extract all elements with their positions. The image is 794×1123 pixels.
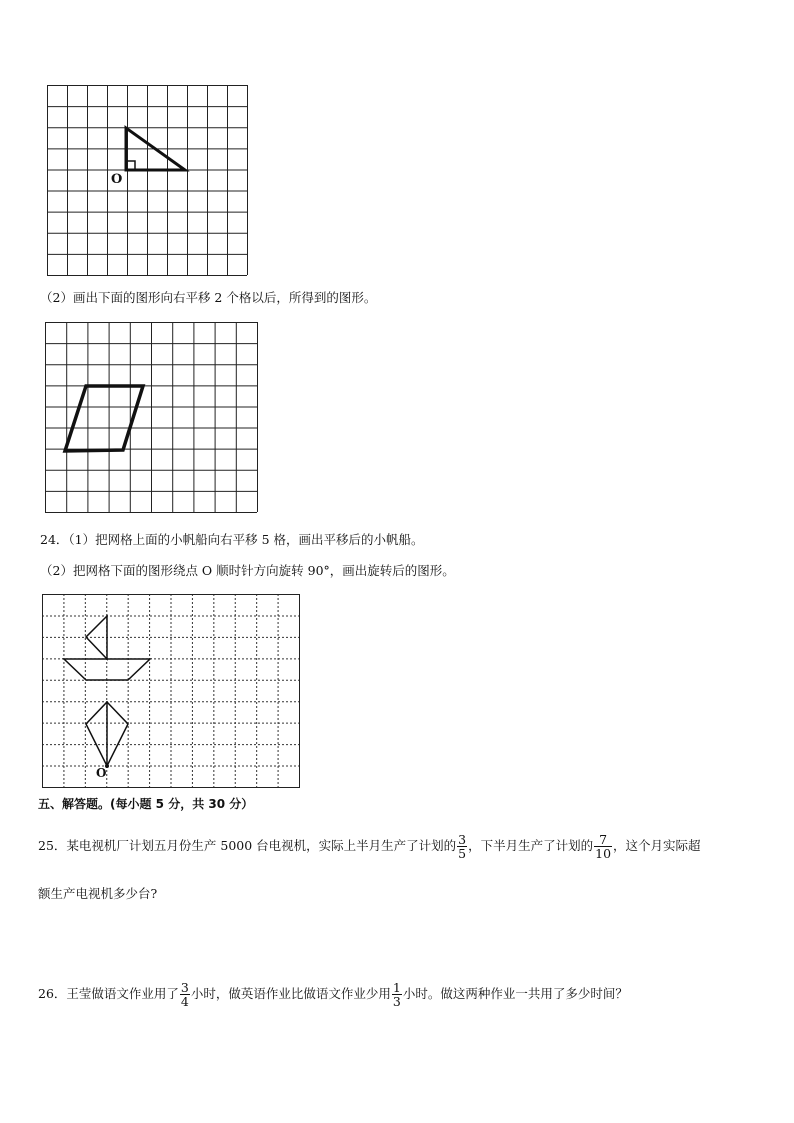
- grid-sailboat-kite-figure: [42, 594, 300, 790]
- section-5-title: 五、解答题。(每小题 5 分，共 30 分）: [38, 797, 254, 811]
- question-23-part-2: （2）画出下面的图形向右平移 2 个格以后，所得到的图形。: [40, 290, 377, 305]
- q25-text-a: 25．某电视机厂计划五月份生产 5000 台电视机，实际上半月生产了计划的: [38, 838, 457, 853]
- fraction-7-10: $\frac{7}{10}$: [595, 832, 612, 861]
- question-24-part-1: 24．（1）把网格上面的小帆船向右平移 5 格，画出平移后的小帆船。: [40, 532, 424, 547]
- q26-text-c: 小时。做这两种作业一共用了多少时间？: [402, 986, 628, 1001]
- grid-parallelogram-figure: [45, 322, 260, 514]
- q25-text-b: ，下半月生产了计划的: [468, 838, 594, 853]
- question-26: [38, 981, 628, 1008]
- question-24-part-2: （2）把网格下面的图形绕点 O 顺时针方向旋转 90°，画出旋转后的图形。: [40, 563, 455, 578]
- q26-text-a: 26．王莹做语文作业用了: [38, 986, 179, 1001]
- question-25-line-2: 额生产电视机多少台?: [38, 886, 158, 901]
- point-o-label: O: [111, 172, 123, 187]
- parallelogram-shape: [65, 386, 143, 451]
- fraction-3-5: $\frac{3}{5}$: [458, 832, 467, 861]
- grid-triangle-figure: [47, 85, 249, 277]
- q26-text-b: 小时，做英语作业比做语文作业少用: [190, 986, 391, 1001]
- question-25-line-1: [38, 833, 701, 860]
- fraction-3-4: $\frac{3}{4}$: [180, 980, 189, 1009]
- point-o-label-rotation: O: [96, 766, 107, 780]
- fraction-1-3: $\frac{1}{3}$: [392, 980, 401, 1009]
- q25-text-c: ，这个月实际超: [613, 838, 701, 853]
